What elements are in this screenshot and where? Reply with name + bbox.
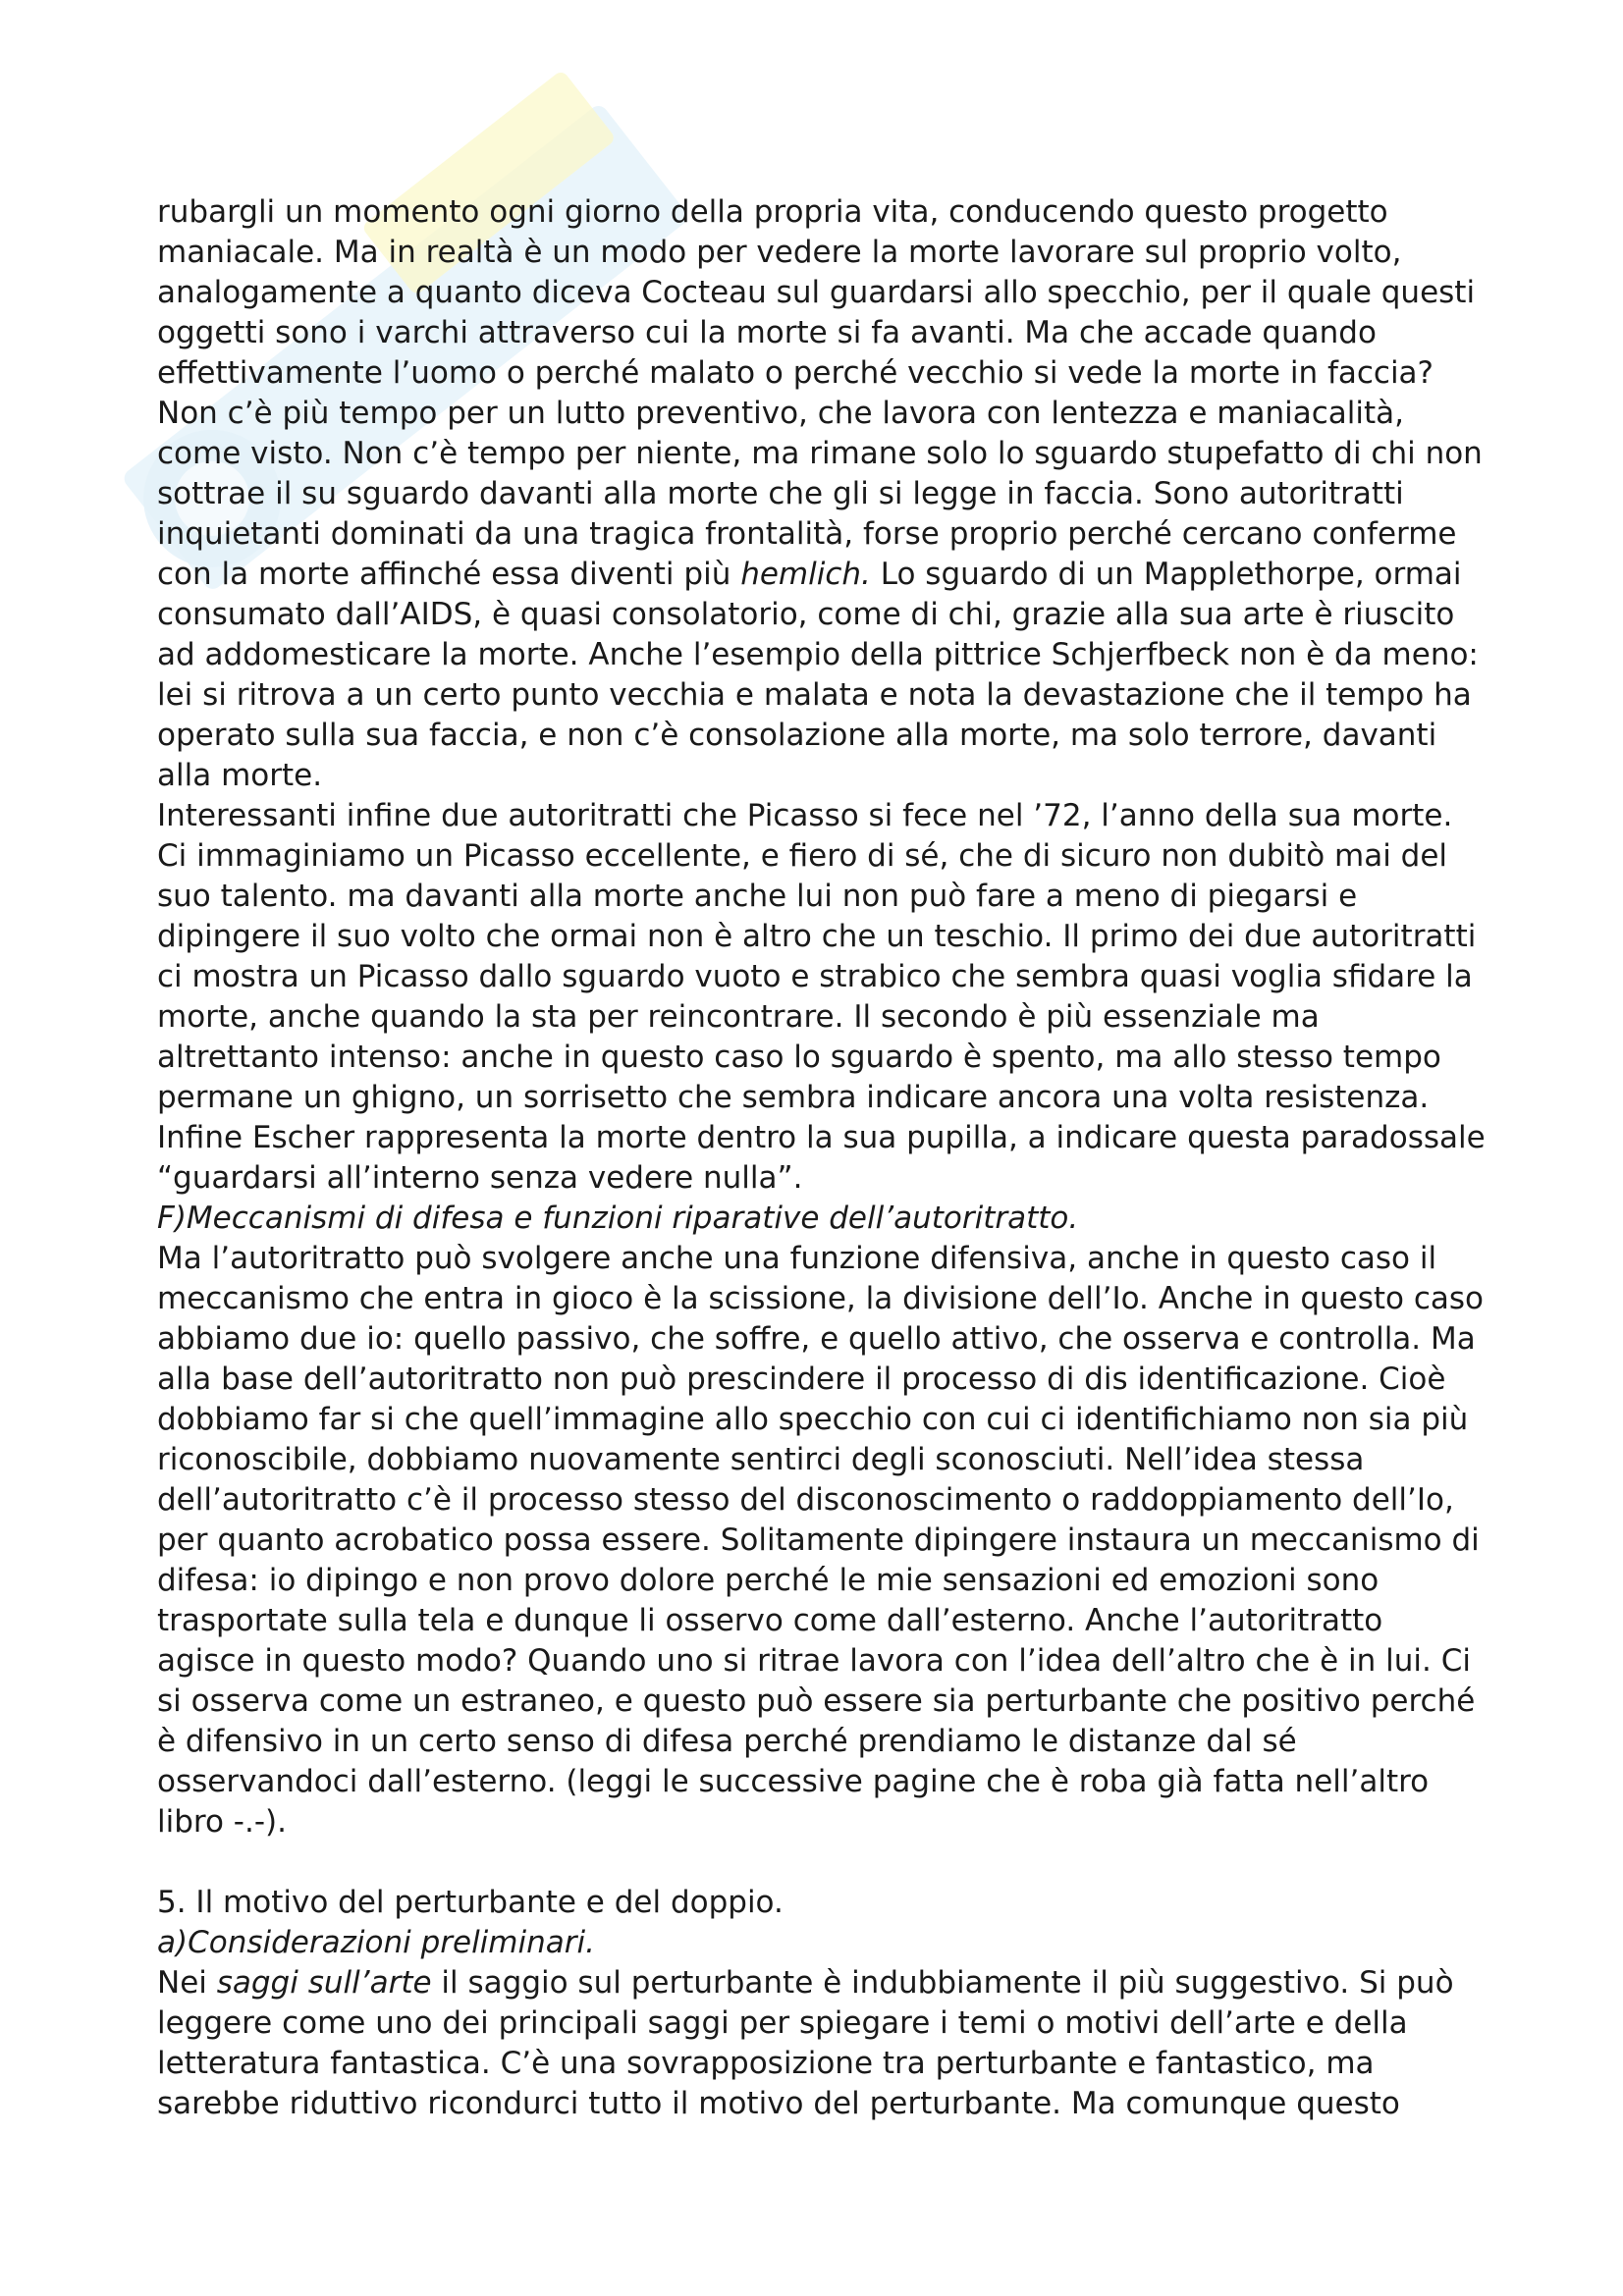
text-line: consumato dall’AIDS, è quasi consolatorio, come di chi, grazie alla sua arte è riuscito (157, 597, 1455, 632)
paragraph-1 (157, 192, 1492, 796)
text-segment: Nei (157, 1965, 217, 2001)
text-line: osservandoci dall’esterno. (leggi le successive pagine che è roba già fatta nell’altro (157, 1764, 1430, 1799)
text-line: leggere come uno dei principali saggi per spiegare i temi o motivi dell’arte e della (157, 2005, 1408, 2041)
section-heading-5: 5. Il motivo del perturbante e del doppio. (157, 1885, 784, 1920)
text-line: per quanto acrobatico possa essere. Solitamente dipingere instaura un meccanismo di (157, 1522, 1480, 1558)
text-line: lei si ritrova a un certo punto vecchia e malata e nota la devastazione che il tempo ha (157, 677, 1472, 713)
text-line: oggetti sono i varchi attraverso cui la morte si fa avanti. Ma che accade quando (157, 315, 1377, 350)
text-line: morte, anche quando la sta per reincontrare. Il secondo è più essenziale ma (157, 999, 1320, 1035)
text-line: “guardarsi all’interno senza vedere nulla”. (157, 1160, 803, 1196)
text-line: abbiamo due io: quello passivo, che soffre, e quello attivo, che osserva e controlla. Ma (157, 1321, 1476, 1357)
text-line: trasportate sulla tela e dunque li osservo come dall’esterno. Anche l’autoritratto (157, 1603, 1383, 1638)
paragraph-2 (157, 796, 1492, 1199)
text-line: dobbiamo far si che quell’immagine allo specchio con cui ci identifichiamo non sia più (157, 1402, 1469, 1437)
text-line: alla base dell’autoritratto non può prescindere il processo di dis identificazione. Cioè (157, 1362, 1446, 1397)
text-line: dell’autoritratto c’è il processo stesso del disconoscimento o raddoppiamento dell’Io, (157, 1482, 1454, 1518)
blank-line (157, 1842, 1492, 1883)
text-line: Interessanti infine due autoritratti che Picasso si fece nel ’72, l’anno della sua morte. (157, 798, 1453, 833)
text-segment: con la morte affinché essa diventi più (157, 557, 741, 592)
text-line: effettivamente l’uomo o perché malato o perché vecchio si vede la morte in faccia? (157, 355, 1434, 391)
italic-term: hemlich. (740, 557, 871, 592)
text-line: Infine Escher rappresenta la morte dentro la sua pupilla, a indicare questa paradossale (157, 1120, 1486, 1155)
text-line: operato sulla sua faccia, e non c’è consolazione alla morte, ma solo terrore, davanti (157, 718, 1437, 753)
text-line (157, 1963, 1492, 2003)
text-line: ad addomesticare la morte. Anche l’esempio della pittrice Schjerfbeck non è da meno: (157, 637, 1479, 672)
text-line: difesa: io dipingo e non provo dolore perché le mie sensazioni ed emozioni sono (157, 1563, 1380, 1598)
text-line: sottrae il su sguardo davanti alla morte che gli si legge in faccia. Sono autoritratti (157, 476, 1404, 511)
text-line: maniacale. Ma in realtà è un modo per vedere la morte lavorare sul proprio volto, (157, 235, 1402, 270)
text-line: dipingere il suo volto che ormai non è altro che un teschio. Il primo dei due autoritratti (157, 919, 1477, 954)
text-line: suo talento. ma davanti alla morte anche lui non può fare a meno di piegarsi e (157, 879, 1358, 914)
text-line: rubargli un momento ogni giorno della propria vita, conducendo questo progetto (157, 194, 1388, 230)
section-heading-a: a)Considerazioni preliminari. (157, 1925, 595, 1960)
text-line: ci mostra un Picasso dallo sguardo vuoto e strabico che sembra quasi voglia sfidare la (157, 959, 1473, 994)
text-line: permane un ghigno, un sorrisetto che sembra indicare ancora una volta resistenza. (157, 1080, 1430, 1115)
text-segment: Lo sguardo di un Mapplethorpe, ormai (870, 557, 1462, 592)
text-line: come visto. Non c’è tempo per niente, ma rimane solo lo sguardo stupefatto di chi non (157, 436, 1483, 471)
text-line: agisce in questo modo? Quando uno si ritrae lavora con l’idea dell’altro che è in lui. Ci (157, 1643, 1471, 1679)
italic-term: saggi sull’arte (216, 1965, 432, 2001)
text-segment: il saggio sul perturbante è indubbiamente il più suggestivo. Si può (431, 1965, 1454, 2001)
text-line: Ci immaginiamo un Picasso eccellente, e fiero di sé, che di sicuro non dubitò mai del (157, 838, 1448, 874)
text-line: inquietanti dominati da una tragica frontalità, forse proprio perché cercano conferme (157, 516, 1457, 552)
text-line: sarebbe riduttivo ricondurci tutto il motivo del perturbante. Ma comunque questo (157, 2086, 1400, 2121)
text-line: riconoscibile, dobbiamo nuovamente sentirci degli sconosciuti. Nell’idea stessa (157, 1442, 1365, 1477)
paragraph-4 (157, 1963, 1492, 2124)
text-line: letteratura fantastica. C’è una sovrapposizione tra perturbante e fantastico, ma (157, 2046, 1375, 2081)
text-line: libro -.-). (157, 1804, 287, 1840)
text-line: Ma l’autoritratto può svolgere anche una funzione difensiva, anche in questo caso il (157, 1241, 1437, 1276)
text-line: altrettanto intenso: anche in questo caso lo sguardo è spento, ma allo stesso tempo (157, 1040, 1441, 1075)
text-line: meccanismo che entra in gioco è la scissione, la divisione dell’Io. Anche in questo caso (157, 1281, 1484, 1316)
paragraph-3 (157, 1239, 1492, 1842)
text-line (157, 555, 1492, 595)
text-line: si osserva come un estraneo, e questo può essere sia perturbante che positivo perché (157, 1683, 1476, 1719)
section-heading-f: F)Meccanismi di difesa e funzioni riparative dell’autoritratto. (157, 1201, 1079, 1236)
text-line: alla morte. (157, 758, 323, 793)
document-body (157, 192, 1492, 2124)
text-line: analogamente a quanto diceva Cocteau sul guardarsi allo specchio, per il quale questi (157, 275, 1476, 310)
text-line: Non c’è più tempo per un lutto preventivo, che lavora con lentezza e maniacalità, (157, 396, 1405, 431)
text-line: è difensivo in un certo senso di difesa perché prendiamo le distanze dal sé (157, 1724, 1297, 1759)
